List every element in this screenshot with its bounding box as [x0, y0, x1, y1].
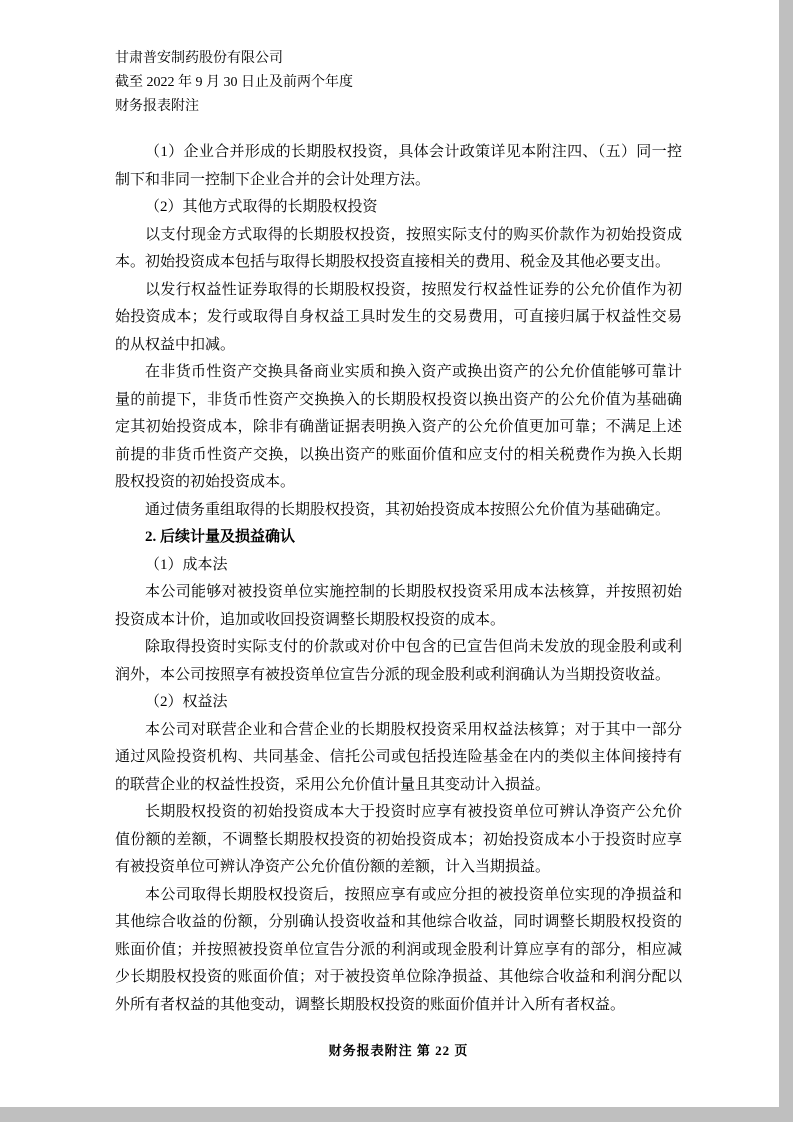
paragraph-nonmonetary-exchange: 在非货币性资产交换具备商业实质和换入资产或换出资产的公允价值能够可靠计量的前提下，非货币性资产交换换入的长期股权投资以换出资产的公允价值为基础确定其初始投资成本，除非有确凿证据表明换入资产的公允价值更加可靠；不满足上述前提的非货币性资产交换，以换出资产的账面价值和应支付的相关税费作为换入长期股权投资的初始投资成本。	[115, 364, 682, 490]
paragraph-cost-method-title: （1）成本法	[145, 556, 228, 573]
paragraph-equity-method-title: （2）权益法	[145, 694, 228, 710]
paragraph-cost-method-body: 本公司能够对被投资单位实施控制的长期股权投资采用成本法核算，并按照初始投资成本计价，追加或收回投资调整长期股权投资的成本。	[115, 584, 682, 628]
page-content	[115, 0, 682, 1019]
section-heading-subsequent-measurement: 2. 后续计量及损益确认	[145, 529, 296, 545]
paragraph-equity-method-body: 本公司对联营企业和合营企业的长期股权投资采用权益法核算；对于其中一部分通过风险投资机构、共同基金、信托公司或包括投连险基金在内的类似主体间接持有的联营企业的权益性投资，采用公允价值计量且其变动计入损益。	[115, 721, 682, 793]
paragraph-post-acquisition-adjustment: 本公司取得长期股权投资后，按照应享有或应分担的被投资单位实现的净损益和其他综合收益的份额，分别确认投资收益和其他综合收益，同时调整长期股权投资的账面价值；并按照被投资单位宣告分派的利润或现金股利计算应享有的部分，相应减少长期股权投资的账面价值；对于被投资单位除净损益、其他综合收益和利润分配以外所有者权益的其他变动，调整长期股权投资的账面价值并计入所有者权益。	[115, 886, 682, 1013]
paragraph-cash-payment: 以支付现金方式取得的长期股权投资，按照实际支付的购买价款作为初始投资成本。初始投资成本包括与取得长期股权投资直接相关的费用、税金及其他必要支出。	[115, 226, 682, 270]
paragraph-initial-cost-difference: 长期股权投资的初始投资成本大于投资时应享有被投资单位可辨认净资产公允价值份额的差额，不调整长期股权投资的初始投资成本；初始投资成本小于投资时应享有被投资单位可辨认净资产公允价值份额的差额，计入当期损益。	[115, 804, 682, 875]
document-body	[115, 139, 682, 1019]
header-period: 截至 2022 年 9 月 30 日止及前两个年度	[115, 75, 353, 90]
paragraph-accounting-policy-ref: （1）企业合并形成的长期股权投资，具体会计政策详见本附注四、（五）同一控制下和非同一控制下企业合并的会计处理方法。	[115, 144, 682, 188]
page-footer: 财务报表附注 第 22 页	[328, 1043, 469, 1058]
paragraph-other-methods-title: （2）其他方式取得的长期股权投资	[145, 199, 378, 215]
paragraph-cost-method-dividends: 除取得投资时实际支付的价款或对价中包含的已宣告但尚未发放的现金股利或利润外，本公司按照享有被投资单位宣告分派的现金股利或利润确认为当期投资收益。	[115, 639, 682, 683]
paragraph-equity-securities: 以发行权益性证券取得的长期股权投资，按照发行权益性证券的公允价值作为初始投资成本；发行或取得自身权益工具时发生的交易费用，可直接归属于权益性交易的从权益中扣减。	[115, 281, 682, 353]
page-header	[115, 47, 682, 119]
paragraph-debt-restructuring: 通过债务重组取得的长期股权投资，其初始投资成本按照公允价值为基础确定。	[145, 501, 671, 518]
header-doc-title: 财务报表附注	[115, 99, 199, 114]
header-company: 甘肃普安制药股份有限公司	[115, 51, 283, 66]
